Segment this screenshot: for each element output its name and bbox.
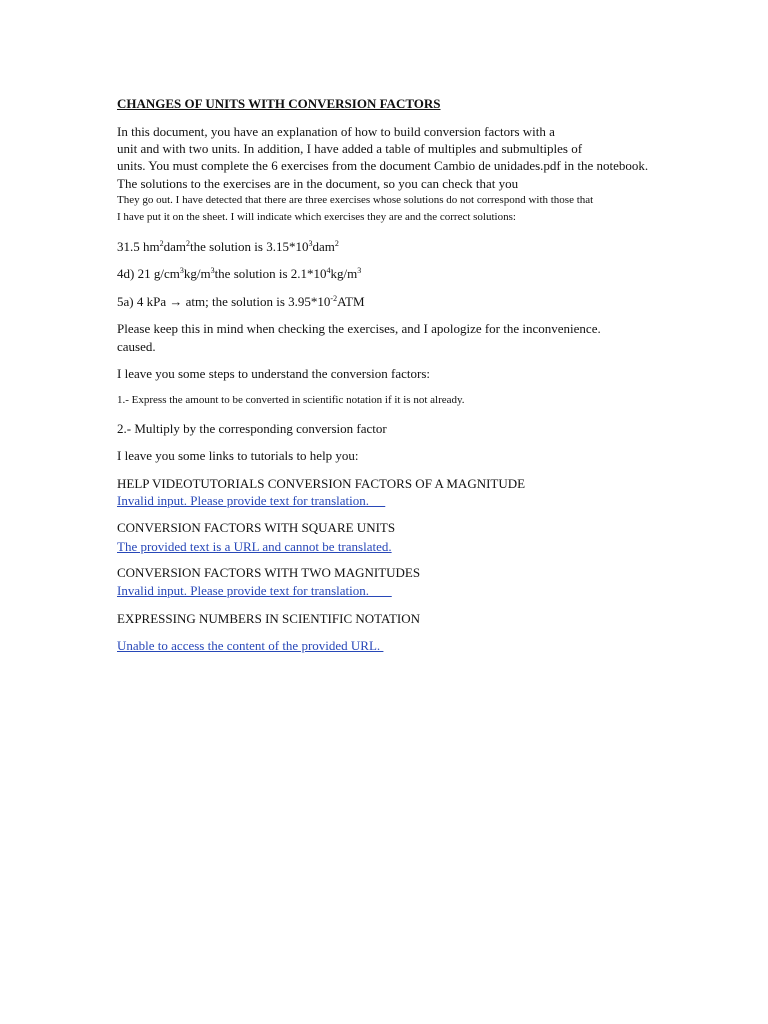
correction-2: 4d) 21 $g/cm^3kg/m^3the$ solution is $2.1*10^4kg/m^3$ (117, 266, 362, 281)
intro-line: In this document, you have an explanation of how to build conversion factors with a (117, 124, 555, 139)
notice-line: I have put it on the sheet. I will indicate which exercises they are and the correct solutions: (117, 211, 516, 223)
step-2: 2.- Multiply by the corresponding conversion factor (117, 421, 387, 436)
correction-1: 31.5 $hm^2dam^2the$ solution is $3.15*10^3dam^2$ (117, 239, 339, 254)
intro-line: units. You must complete the 6 exercises from the document Cambio de unidades.pdf in the notebook. (117, 158, 649, 173)
resource-link[interactable]: Invalid input. Please provide text for translation. (117, 583, 392, 598)
intro-line: The solutions to the exercises are in the document, so you can check that you (117, 176, 519, 191)
step-1: 1.- Express the amount to be converted in scientific notation if it is not already. (117, 394, 465, 406)
apology-line: caused. (117, 339, 156, 354)
document-title: CHANGES OF UNITS WITH CONVERSION FACTORS (117, 96, 441, 111)
resource-link[interactable]: Invalid input. Please provide text for translation. (117, 493, 386, 508)
resource-heading: EXPRESSING NUMBERS IN SCIENTIFIC NOTATION (117, 611, 421, 626)
resource-link[interactable]: The provided text is a URL and cannot be translated. (117, 539, 392, 554)
correction-3: 5a) 4 kPa → atm; the solution is $3.95*10^{-2}ATM$ (117, 294, 365, 309)
resource-heading: CONVERSION FACTORS WITH SQUARE UNITS (117, 520, 396, 535)
links-intro: I leave you some links to tutorials to help you: (117, 448, 359, 463)
apology-line: Please keep this in mind when checking the exercises, and I apologize for the inconvenience. (117, 321, 601, 336)
resource-link[interactable]: Unable to access the content of the provided URL. (117, 638, 384, 653)
notice-line: They go out. I have detected that there are three exercises whose solutions do not correspond with those that (117, 194, 594, 206)
steps-intro: I leave you some steps to understand the conversion factors: (117, 366, 430, 381)
resource-heading: HELP VIDEOTUTORIALS CONVERSION FACTORS OF A MAGNITUDE (117, 476, 526, 491)
resource-heading: CONVERSION FACTORS WITH TWO MAGNITUDES (117, 565, 421, 580)
intro-line: unit and with two units. In addition, I have added a table of multiples and submultiples of (117, 141, 583, 156)
